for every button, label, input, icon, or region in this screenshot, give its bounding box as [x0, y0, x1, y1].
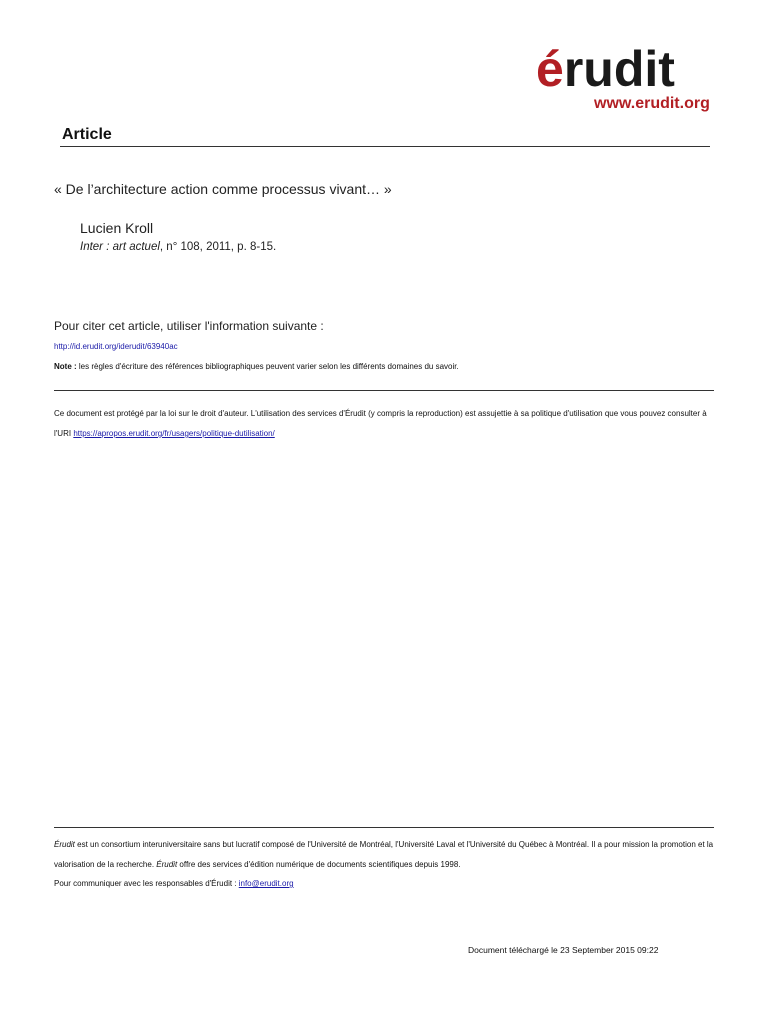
citation-journal: Inter : art actuel	[80, 241, 160, 253]
download-timestamp: Document téléchargé le 23 September 2015 09:22	[468, 945, 659, 955]
copyright-text: Ce document est protégé par la loi sur le droit d'auteur. L'utilisation des services d'Érudit (y compris la reproduction) est assujettie à sa politique d'utilisation que vous pouvez consulter à l'URI	[54, 409, 707, 438]
article-title: « De l’architecture action comme processus vivant… »	[54, 181, 392, 197]
footer-erudit-name-2: Érudit	[156, 859, 178, 869]
footer-contact	[54, 874, 719, 894]
article-author: Lucien Kroll	[80, 220, 154, 236]
logo-accent-letter: é	[536, 41, 564, 97]
citation-details: , n° 108, 2011, p. 8-15.	[159, 241, 277, 253]
note-label: Note :	[54, 362, 77, 371]
middle-divider	[54, 390, 714, 391]
footer-about-text-2: offre des services d'édition numérique de documents scientifiques depuis 1998.	[177, 859, 461, 869]
footer-erudit-name: Érudit	[54, 840, 75, 849]
footer-divider	[54, 827, 714, 828]
logo-wordmark: rudit	[563, 41, 675, 97]
footer	[54, 835, 719, 894]
usage-policy-link[interactable]: https://apropos.erudit.org/fr/usagers/politique-dutilisation/	[73, 429, 275, 438]
section-label: Article	[62, 126, 112, 143]
logo-url[interactable]: www.erudit.org	[594, 95, 710, 112]
cite-heading: Pour citer cet article, utiliser l'information suivante :	[54, 319, 324, 333]
contact-text: Pour communiquer avec les responsables d'Érudit :	[54, 879, 239, 888]
citation-note	[54, 362, 459, 371]
cite-link[interactable]: http://id.erudit.org/iderudit/63940ac	[54, 342, 178, 351]
footer-about-text: est un consortium interuniversitaire sans but lucratif composé de l'Université de Montréal, l'Université Laval et l'Université du Québec à Montréal. Il a pour mission la promotion et la valorisation de la recherche.	[54, 840, 714, 869]
erudit-logo	[536, 41, 675, 97]
contact-email-link[interactable]: info@erudit.org	[238, 879, 294, 888]
footer-about	[54, 835, 719, 874]
note-text: les règles d'écriture des références bibliographiques peuvent varier selon les différents domaines du savoir.	[76, 362, 459, 371]
article-citation	[80, 241, 276, 253]
header-divider	[60, 146, 710, 147]
copyright-notice	[54, 404, 719, 444]
